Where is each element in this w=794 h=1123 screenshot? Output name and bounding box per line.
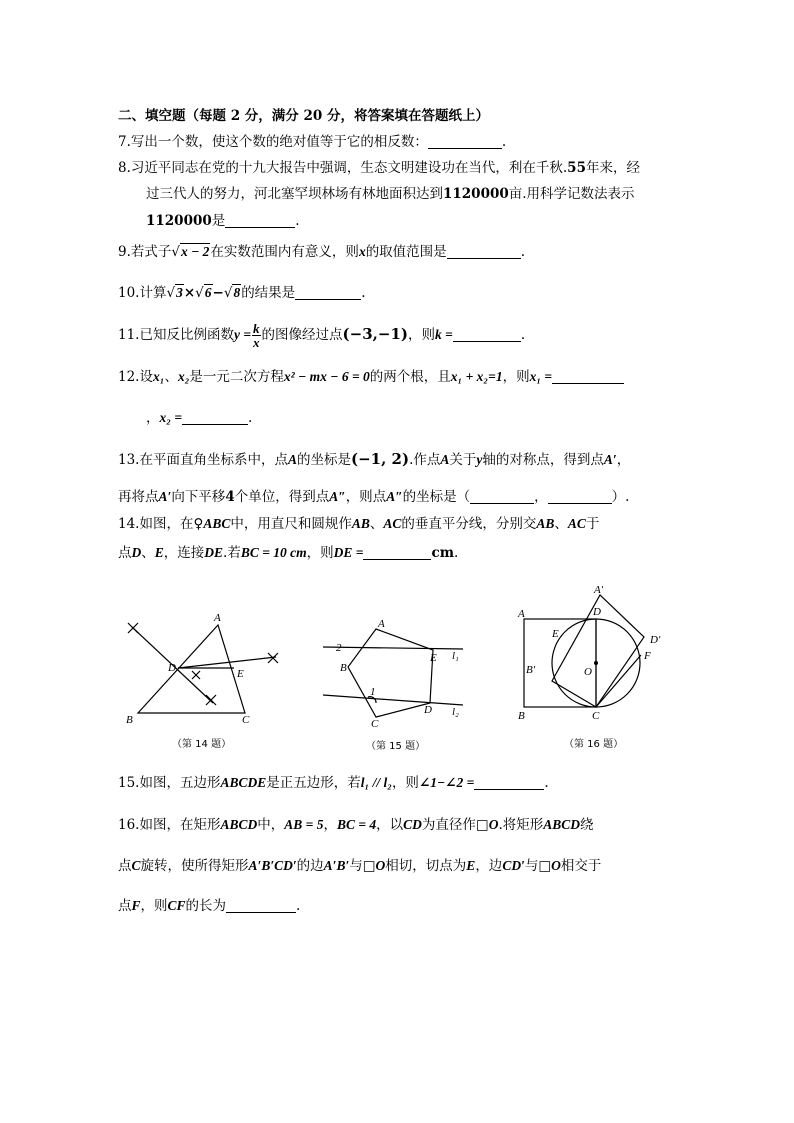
label-b: B (518, 710, 525, 722)
question-11: 11.已知反比例函数y = $\frac{k}{x}$ 的图像经过点(−3,−1)，则k = . (118, 321, 526, 350)
question-12-line-2: ，x₂ = . (146, 410, 253, 426)
angle-1-label: 1 (370, 686, 376, 698)
answer-blank[interactable] (182, 410, 248, 425)
answer-blank[interactable] (552, 369, 624, 384)
question-8-line-2: 过三代人的努力，河北塞罕坝林场有林地面积达到1120000亩.用科学记数法表示 (146, 186, 635, 202)
answer-blank[interactable] (295, 285, 361, 300)
label-e: E (430, 652, 437, 664)
label-f: F (644, 650, 651, 662)
label-d: D (168, 662, 176, 674)
label-l2: l₂ (452, 706, 459, 718)
answer-blank[interactable] (225, 213, 295, 228)
answer-blank[interactable] (447, 244, 521, 259)
label-c: C (592, 710, 600, 722)
question-8-line-3: 1120000是 . (146, 213, 300, 229)
answer-blank[interactable] (453, 327, 521, 342)
label-a-prime: A′ (594, 585, 604, 596)
angle-2-label: 2 (336, 642, 342, 654)
figure-14 (118, 605, 288, 730)
label-d: D (424, 704, 432, 716)
answer-blank[interactable] (226, 898, 296, 913)
answer-blank[interactable] (363, 545, 431, 560)
label-e: E (237, 668, 244, 680)
triangle-abc (138, 625, 245, 713)
perpendicular-bisector-ac (178, 657, 276, 668)
question-9: 9.若式子√x − 2在实数范围内有意义，则x的取值范围是 . (118, 244, 525, 260)
figure-15 (318, 615, 468, 730)
question-12-line-1: 12.设x₁、x₂是一元二次方程x² − mx − 6 = 0的两个根，且x₁ + x₂=1，则x₁ = (118, 367, 624, 387)
label-d-prime: D′ (650, 634, 661, 646)
label-a: A (518, 608, 525, 620)
label-b: B (126, 714, 133, 726)
caption-15: （第 15 题） (366, 741, 426, 752)
pentagon-abcde (348, 629, 433, 717)
question-10: 10.计算√3×√6−√8的结果是 . (118, 285, 366, 301)
question-8-line-1: 8.习近平同志在党的十九大报告中强调，生态文明建设功在当代，利在千秋.55年来，经 (118, 160, 640, 176)
question-15: 15.如图，五边形ABCDE是正五边形，若l₁ // l₂，则∠1−∠2 = . (118, 775, 549, 791)
rectangle-abcd (524, 619, 596, 707)
answer-blank[interactable] (470, 489, 534, 504)
question-13-line-2: 再将点A′向下平移4个单位，得到点A″，则点A″的坐标是（ ， ）. (118, 489, 630, 505)
caption-14: （第 14 题） (172, 739, 232, 750)
answer-blank[interactable] (474, 775, 544, 790)
figure-16 (510, 585, 675, 735)
label-a: A (214, 612, 221, 624)
answer-blank[interactable] (428, 134, 502, 149)
question-14-line-1: 14.如图，在♀ABC中，用直尺和圆规作AB、AC的垂直平分线，分别交AB、AC于 (118, 516, 600, 532)
question-16-line-2: 点C旋转，使所得矩形A′B′CD′的边A′B′与□O相切，切点为E，边CD′与□O相交于 (118, 858, 602, 874)
line-l2 (323, 695, 463, 705)
fraction: $\frac{k}{x}$ (253, 321, 260, 350)
label-d: D (593, 606, 601, 618)
label-b: B (340, 662, 347, 674)
question-13-line-1: 13.在平面直角坐标系中，点A的坐标是(−1, 2).作点A关于y轴的对称点，得到点A′， (118, 450, 631, 468)
label-c: C (371, 718, 379, 730)
caption-16: （第 16 题） (564, 739, 624, 750)
label-l1: l₁ (452, 650, 459, 662)
question-7: 7.写出一个数，使这个数的绝对值等于它的相反数： . (118, 134, 507, 150)
label-c: C (242, 714, 250, 726)
question-16-line-3: 点F，则CF的长为 . (118, 898, 301, 914)
label-a: A (378, 618, 385, 630)
section-title: 二、填空题（每题 2 分，满分 20 分，将答案填在答题纸上） (118, 108, 489, 124)
line-l1 (323, 647, 463, 649)
question-16-line-1: 16.如图，在矩形ABCD中，AB = 5，BC = 4，以CD为直径作□O.将矩形ABCD绕 (118, 817, 594, 833)
question-14-line-2: 点D、E，连接DE.若BC = 10 cm，则DE = cm. (118, 545, 459, 561)
label-b-prime: B′ (526, 664, 536, 676)
label-e: E (552, 628, 559, 640)
center-o (594, 661, 598, 665)
label-o: O (584, 666, 592, 678)
answer-blank[interactable] (548, 489, 612, 504)
